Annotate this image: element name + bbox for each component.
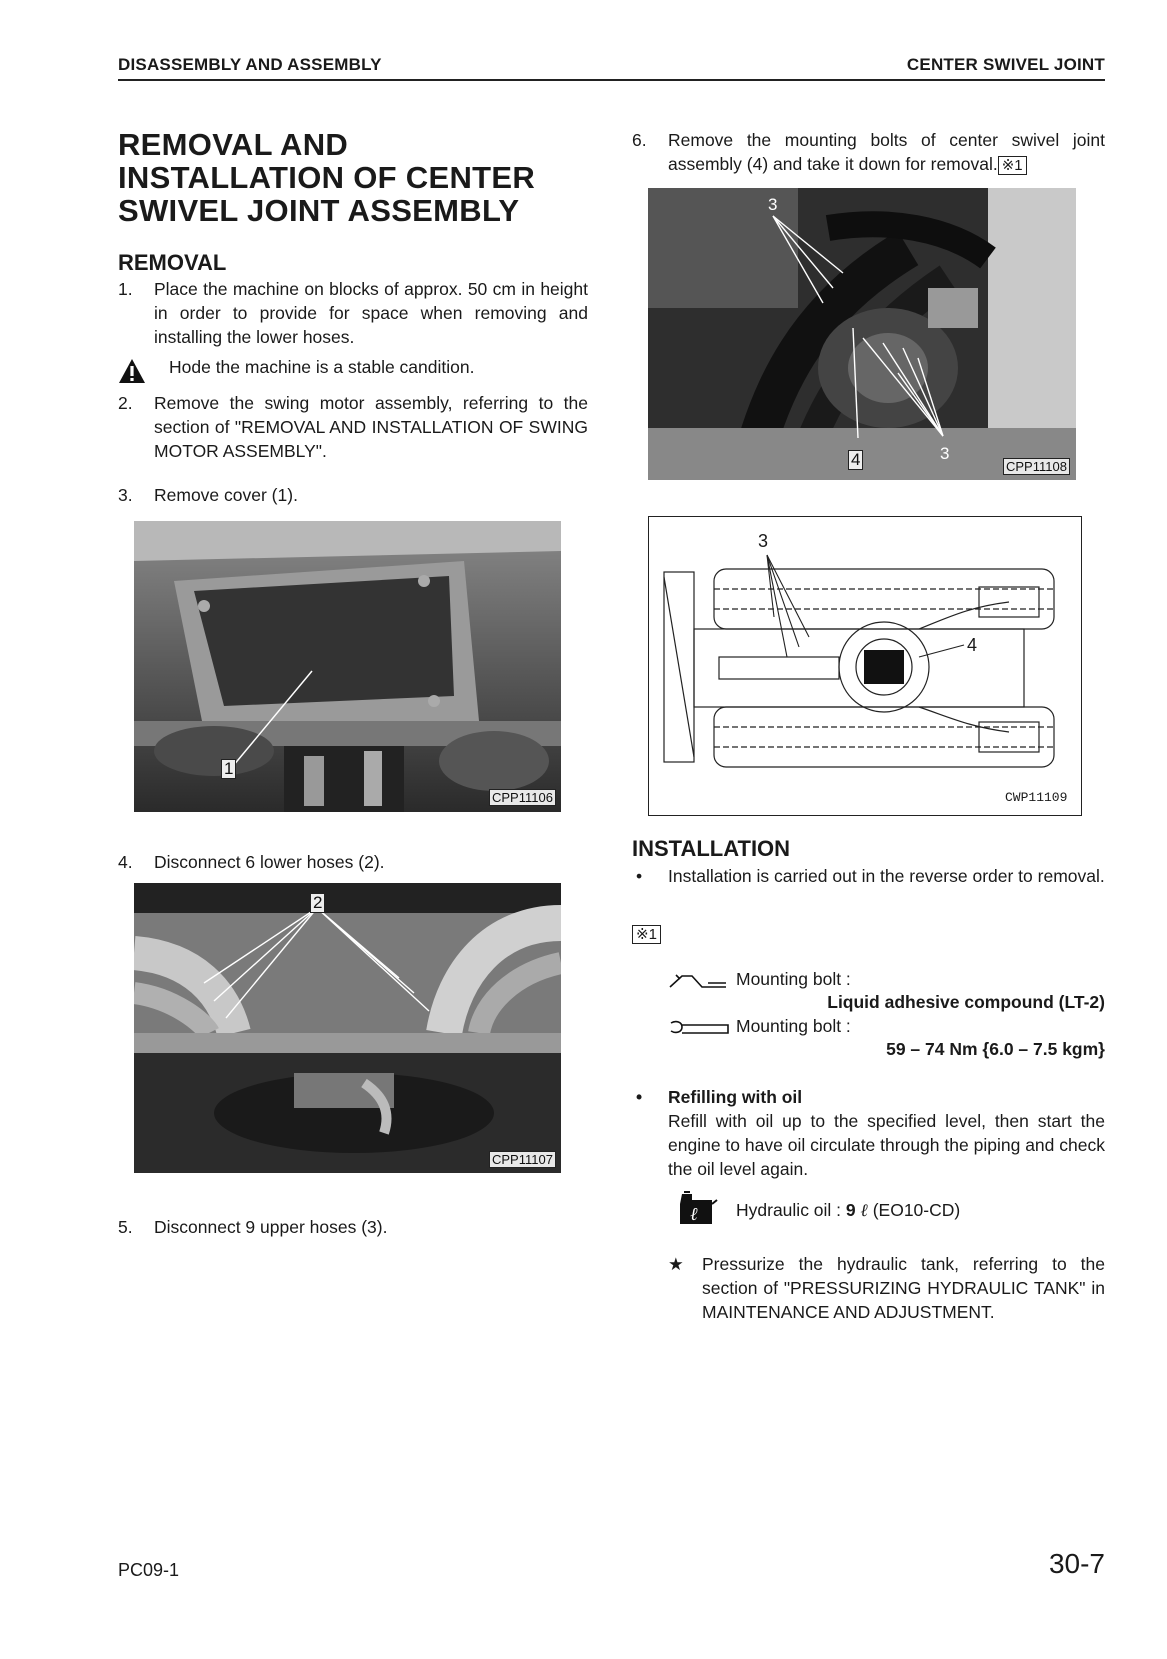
step-6-text: Remove the mounting bolts of center swivel joint assembly (4) and take it down for removal.: [668, 130, 1105, 174]
removal-heading: REMOVAL: [118, 250, 227, 275]
warning-icon: [118, 358, 146, 384]
oil-can-icon: [672, 1190, 718, 1226]
bolt-2-value: 59 – 74 Nm {6.0 – 7.5 kgm}: [886, 1039, 1105, 1059]
callout-3-top: 3: [768, 195, 778, 214]
callout-4-photo: 4: [848, 450, 863, 470]
svg-text:ℓ: ℓ: [690, 1204, 698, 1224]
photo-upper-hoses: [648, 188, 1076, 480]
refill-bullet: •: [636, 1087, 643, 1107]
page-title: [118, 128, 588, 227]
step-1: [118, 277, 588, 349]
step-2-text: Remove the swing motor assembly, referring to the section of "REMOVAL AND INSTALLATION OF SWING MOTOR ASSEMBLY".: [154, 393, 588, 461]
step-3-text: Remove cover (1).: [154, 485, 298, 505]
oil-spec: (EO10-CD): [872, 1200, 961, 1220]
ref-mark-step-6: ※1: [998, 156, 1027, 175]
step-4-number: 4.: [118, 852, 133, 872]
callout-3-bottom: 3: [940, 444, 950, 463]
adhesive-icon: [668, 971, 728, 991]
callout-1: 1: [221, 759, 236, 779]
refill-text: Refill with oil up to the specified level, then start the engine to have oil circulate through the piping and check the oil level again.: [668, 1111, 1105, 1179]
installation-bullet-text: Installation is carried out in the reverse order to removal.: [668, 866, 1105, 886]
photo-caption-cpp11108: CPP11108: [1003, 458, 1070, 475]
step-5-text: Disconnect 9 upper hoses (3).: [154, 1217, 388, 1237]
bullet-dot: •: [636, 866, 643, 886]
step-1-number: 1.: [118, 279, 133, 299]
hydraulic-oil-line: [736, 1198, 960, 1222]
torque-wrench-icon: [668, 1019, 730, 1037]
warning-text: Hode the machine is a stable candition.: [169, 357, 475, 377]
ref-mark-installation: ※1: [632, 925, 661, 944]
step-3-number: 3.: [118, 485, 133, 505]
star-note-text: Pressurize the hydraulic tank, referring to the section of "PRESSURIZING HYDRAULIC TANK" in MAINTENANCE AND ADJUSTMENT.: [702, 1254, 1105, 1322]
step-4: [118, 850, 588, 874]
title-line-3: SWIVEL JOINT ASSEMBLY: [118, 193, 520, 228]
star-icon: ★: [668, 1254, 684, 1274]
step-2-number: 2.: [118, 393, 133, 413]
diagram-callout-4: 4: [967, 635, 978, 655]
step-5-number: 5.: [118, 1217, 133, 1237]
footer-page-number: 30-7: [1048, 1548, 1105, 1579]
step-1-text: Place the machine on blocks of approx. 50 cm in height in order to provide for space when removing and installing the lower hoses.: [154, 279, 588, 347]
oil-label: Hydraulic oil :: [736, 1200, 842, 1220]
oil-unit: ℓ: [860, 1200, 868, 1220]
diagram-swivel-joint: [648, 516, 1082, 816]
photo-caption-cpp11106: CPP11106: [489, 789, 556, 806]
oil-amount: 9: [845, 1200, 856, 1220]
title-line-2: INSTALLATION OF CENTER: [118, 160, 536, 195]
photo-lower-hoses: [134, 883, 561, 1173]
bolt-1-value: Liquid adhesive compound (LT-2): [827, 992, 1105, 1012]
photo-caption-cpp11107: CPP11107: [489, 1151, 556, 1168]
bolt-1-label: Mounting bolt :: [736, 969, 851, 989]
title-line-1: REMOVAL AND: [118, 127, 349, 162]
step-2: [118, 391, 588, 463]
step-6-number: 6.: [632, 130, 647, 150]
step-4-text: Disconnect 6 lower hoses (2).: [154, 852, 385, 872]
photo-cover: [134, 521, 561, 812]
callout-2: 2: [310, 893, 325, 913]
header-chapter-title: CENTER SWIVEL JOINT: [906, 55, 1105, 74]
header-section-title: DISASSEMBLY AND ASSEMBLY: [118, 55, 382, 74]
step-6: [632, 128, 1105, 178]
refill-heading: Refilling with oil: [668, 1087, 803, 1107]
refill-section: [632, 1085, 1105, 1185]
footer-model: PC09-1: [118, 1560, 180, 1580]
bolt-2-label: Mounting bolt :: [736, 1016, 851, 1036]
installation-bullet: [632, 864, 1105, 914]
diagram-caption-cwp11109: CWP11109: [1005, 790, 1068, 805]
star-note: [668, 1252, 1105, 1348]
header-rule: [118, 79, 1105, 81]
step-3: [118, 483, 588, 507]
step-5: [118, 1215, 588, 1239]
diagram-callout-3: 3: [758, 531, 769, 551]
installation-heading: INSTALLATION: [632, 836, 791, 861]
